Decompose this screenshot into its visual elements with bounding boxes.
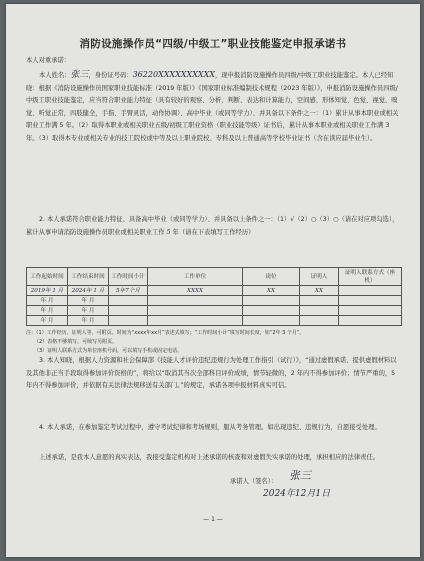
point1-paragraph: 本人姓名：张三，身份证号码：36220XXXXXXXXXX，现申报消防设施操作员四级/中级工职业技能鉴定。本人已经知晓：根据《消防设施操作员国家职业技能标准（2019 年版）》《国家职业标准编制技术规程（2023 年版）》，申报消防设施操作员四级/中级工职业技能鉴定，应当符合职业能力特征（具有较好的观察、分析、判断、表达和计算能力，空间感、形体知觉、色觉、视觉、嗅觉、听觉正常，四肢健全，手指、手臂灵活，动作协调）、高中毕业（或同等学力）、并具备以下条件之一：（1）累计从事本职业或相关职业工作满 5 年。（2）取得本职业或相关职业五级/初级工职业资格（职业技能等级）证书后，累计从事本职业或相关职业工作满 3 年。（3）取得本专业或相关专业的技工院校或中等及以上职业院校、专科及以上普通高等学校毕业证书（含在读应届毕业生）。 xyxy=(26,70,399,142)
salutation: 本人对重承诺： xyxy=(26,57,71,64)
table-header-row: 工作起始时间 工作结束时间 工作时间小计 工作单位 岗位 证明人 证明人联系方式（座机） xyxy=(27,268,402,286)
table-hint: （请在下表填写工作经历） xyxy=(178,228,255,236)
id-number: 36220XXXXXXXXXX xyxy=(132,70,215,79)
work-history-table xyxy=(26,267,402,326)
closing-paragraph: 上述承诺，是我本人意愿的真实表达，我接受鉴定机构对上述承诺的核查和对虚假失实承诺的处理，承担相应的法律责任。 xyxy=(39,454,380,461)
point2-paragraph: 2. 本人承诺符合职业能力特征、具备高中毕业（或同等学力）、并具备以上条件之一：（1）√（2）○（3）○（请在对应项勾选），累计从事申请消防设施操作员职业或相关职业工作 5 年（请在下表填写工作经历） xyxy=(26,216,399,236)
table-row: 年 月 年 月 xyxy=(27,296,402,306)
table-row: 2019年 1 月 2024年 1 月 5年7个月 XXXX XX XX xyxy=(27,286,402,296)
point3-paragraph: 3. 本人知晓，根据人力资源和社会保障部《技能人才评价违纪违规行为处理工作指引（试行）》，“通过虚假承诺、提供虚假材料以及其他非正当手段取得参加评价资格的”，将给以“取消其当次全部科目评价成绩，情节轻微的，2 年内不得参加评价；情节严重的，5 年内不得参加评价，并依据有关法律法规移送有关部门。”的规定，承诺各项申报材料真实可信。 xyxy=(26,357,397,390)
point4-paragraph: 4. 本人承诺，在参加鉴定考试过程中，遵守考试纪律和考场规则，服从考务管理。如出现违纪、违规行为，自愿接受处理。 xyxy=(39,424,381,431)
table-row: 年 月 年 月 xyxy=(27,306,402,316)
signature: 张三 xyxy=(289,469,311,482)
document-title: 消防设施操作员“四级/中级工”职业技能鉴定申报承诺书 xyxy=(79,38,347,50)
option1-check-mark: √ xyxy=(290,216,295,223)
document-page xyxy=(6,4,420,557)
applicant-name: 张三 xyxy=(70,70,89,80)
signature-label: 承诺人（签名）： xyxy=(230,478,278,485)
page-number: — 1 — xyxy=(203,516,223,523)
table-row: 年 月 年 月 xyxy=(27,316,402,326)
table-notes: 注：（1）工作经历、证明人等，可附页。时间为“xxxx年xx月”表述式填写；“工作时间小计”填写时间长度，如“2年 3 个月”。 （2）表格不够填写，可续写另附页。 （3）证明人联系方式为单位座机号码，可以填写手机或固定电话。 xyxy=(26,330,305,354)
signature-date: 2024年12月1日 xyxy=(263,489,331,499)
